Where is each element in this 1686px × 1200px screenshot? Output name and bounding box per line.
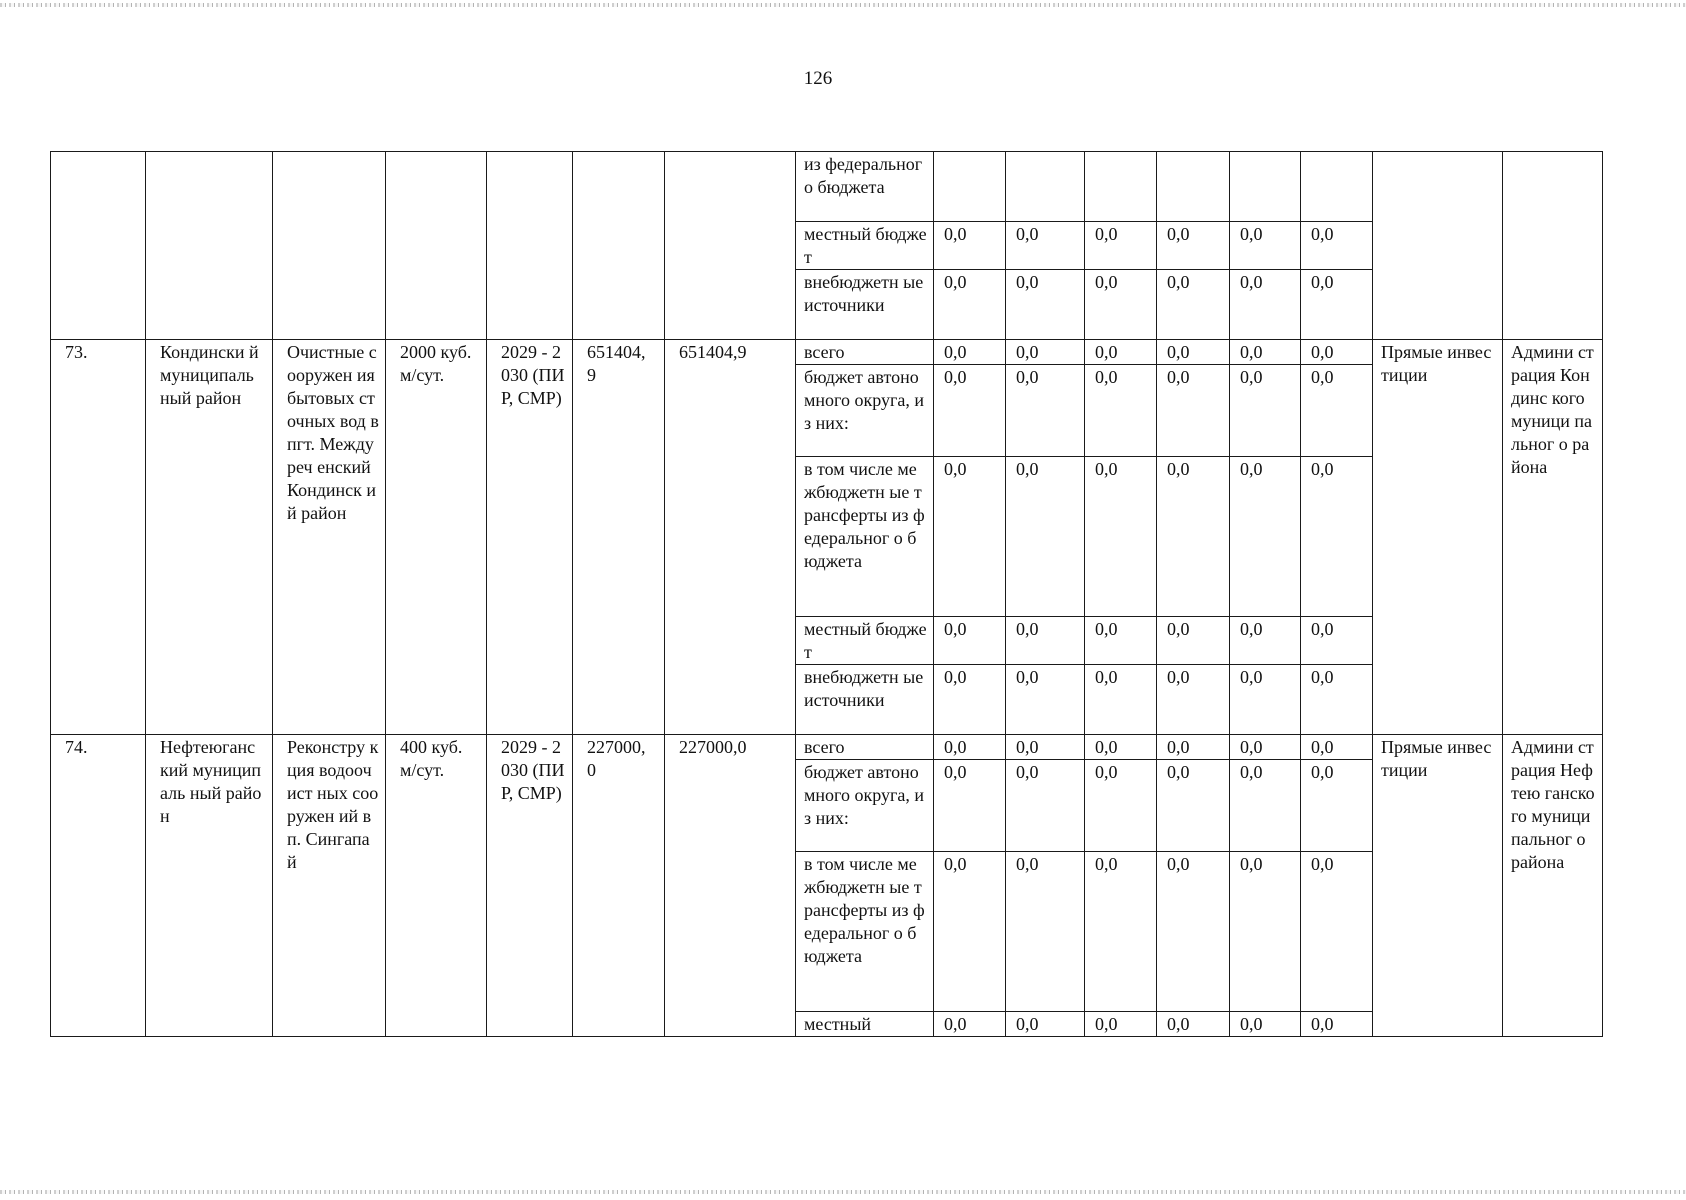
scan-edge-top [0,3,1686,7]
amount-cell: 0,0 [1006,270,1085,340]
amount-cell: 0,0 [934,735,1006,760]
amount-cell: 0,0 [1230,735,1301,760]
amount-cell: 0,0 [1230,760,1301,852]
funding-source-cell: местный [796,1012,934,1037]
amount-cell: 0,0 [1230,617,1301,665]
amount-cell: 0,0 [1006,735,1085,760]
responsible-body-cell: Админи страция Кондинс кого муници пальног о района [1503,340,1603,735]
amount-cell: 0,0 [1230,1012,1301,1037]
capacity-cell: 400 куб. м/сут. [386,735,487,1037]
amount-cell: 0,0 [1085,340,1157,365]
funding-source-cell: из федеральног о бюджета [796,152,934,222]
amount-cell: 0,0 [1301,617,1373,665]
amount-cell: 0,0 [1301,852,1373,1012]
amount-cell: 0,0 [1006,222,1085,270]
amount-cell: 0,0 [934,1012,1006,1037]
amount-cell: 0,0 [1006,1012,1085,1037]
amount-cell: 0,0 [1230,340,1301,365]
capacity-cell: 2000 куб. м/сут. [386,340,487,735]
amount-cell: 0,0 [1230,457,1301,617]
object-name-cell: Очистные сооружен ия бытовых сточных вод в пгт. Междуреч енский Кондинск ий район [273,340,386,735]
continuation-empty-cell [573,152,665,340]
amount-cell: 0,0 [1085,222,1157,270]
record-number: 74. [51,735,146,1037]
amount-cell: 0,0 [1006,665,1085,735]
table-body [51,152,1603,1037]
amount-cell: 0,0 [1230,365,1301,457]
responsible-body-cell: Админи страция Нефтею ганского муници пальног о района [1503,735,1603,1037]
cost-total-cell: 651404,9 [665,340,796,735]
amount-cell: 0,0 [1006,760,1085,852]
funding-source-cell: в том числе межбюджетн ые трансферты из федеральног о бюджета [796,852,934,1012]
table-row [51,340,1603,365]
amount-cell [934,152,1006,222]
continuation-empty-cell [1503,152,1603,340]
amount-cell: 0,0 [1085,457,1157,617]
period-cell: 2029 - 2030 (ПИР, СМР) [487,340,573,735]
amount-cell: 0,0 [1157,340,1230,365]
continuation-empty-cell [273,152,386,340]
amount-cell: 0,0 [1006,365,1085,457]
amount-cell: 0,0 [1157,852,1230,1012]
amount-cell: 0,0 [1157,760,1230,852]
amount-cell: 0,0 [1301,735,1373,760]
table-row [51,152,1603,222]
funding-source-cell: внебюджетн ые источники [796,270,934,340]
amount-cell: 0,0 [1157,665,1230,735]
object-name-cell: Реконстру кция водоочист ных сооружен ий в п. Сингапай [273,735,386,1037]
amount-cell: 0,0 [1157,457,1230,617]
funding-source-cell: бюджет автономного округа, из них: [796,760,934,852]
amount-cell: 0,0 [934,222,1006,270]
municipality-cell: Кондински й муниципаль ный район [146,340,273,735]
amount-cell: 0,0 [1006,457,1085,617]
record-number: 73. [51,340,146,735]
amount-cell [1085,152,1157,222]
amount-cell: 0,0 [1230,222,1301,270]
continuation-empty-cell [146,152,273,340]
investment-mechanism-cell: Прямые инвестиции [1373,735,1503,1037]
amount-cell: 0,0 [1085,270,1157,340]
amount-cell: 0,0 [1085,735,1157,760]
amount-cell: 0,0 [1157,270,1230,340]
amount-cell: 0,0 [1085,365,1157,457]
amount-cell: 0,0 [1301,222,1373,270]
funding-source-cell: местный бюджет [796,222,934,270]
amount-cell: 0,0 [934,365,1006,457]
amount-cell [1301,152,1373,222]
amount-cell [1157,152,1230,222]
amount-cell: 0,0 [1230,665,1301,735]
amount-cell: 0,0 [1157,365,1230,457]
funding-source-cell: всего [796,340,934,365]
period-cell: 2029 - 2030 (ПИР, СМР) [487,735,573,1037]
amount-cell: 0,0 [1085,852,1157,1012]
page-number: 126 [803,68,833,89]
amount-cell: 0,0 [1301,457,1373,617]
amount-cell: 0,0 [1301,665,1373,735]
amount-cell: 0,0 [934,457,1006,617]
amount-cell [1006,152,1085,222]
investment-mechanism-cell: Прямые инвестиции [1373,340,1503,735]
amount-cell: 0,0 [1157,617,1230,665]
municipality-cell: Нефтеюганс кий муниципаль ный район [146,735,273,1037]
continuation-empty-cell [665,152,796,340]
amount-cell: 0,0 [1157,222,1230,270]
amount-cell: 0,0 [1085,617,1157,665]
amount-cell: 0,0 [1230,270,1301,340]
amount-cell: 0,0 [1301,270,1373,340]
amount-cell: 0,0 [1301,340,1373,365]
amount-cell: 0,0 [934,665,1006,735]
funding-source-cell: в том числе межбюджетн ые трансферты из федеральног о бюджета [796,457,934,617]
cost-total-cell: 227000,0 [665,735,796,1037]
amount-cell: 0,0 [1230,852,1301,1012]
amount-cell: 0,0 [1301,1012,1373,1037]
amount-cell: 0,0 [1157,1012,1230,1037]
amount-cell [1230,152,1301,222]
continuation-empty-cell [1373,152,1503,340]
cost-estimate-cell: 651404, 9 [573,340,665,735]
continuation-empty-cell [386,152,487,340]
amount-cell: 0,0 [1006,617,1085,665]
funding-source-cell: бюджет автономного округа, из них: [796,365,934,457]
scan-edge-bottom [0,1190,1686,1194]
table-row [51,735,1603,760]
funding-source-cell: всего [796,735,934,760]
continuation-empty-cell [487,152,573,340]
funding-source-cell: местный бюджет [796,617,934,665]
funding-source-cell: внебюджетн ые источники [796,665,934,735]
amount-cell: 0,0 [1006,340,1085,365]
continuation-empty-cell [51,152,146,340]
amount-cell: 0,0 [1157,735,1230,760]
amount-cell: 0,0 [934,852,1006,1012]
amount-cell: 0,0 [1301,760,1373,852]
amount-cell: 0,0 [934,617,1006,665]
amount-cell: 0,0 [1085,760,1157,852]
amount-cell: 0,0 [934,340,1006,365]
amount-cell: 0,0 [1085,1012,1157,1037]
amount-cell: 0,0 [934,270,1006,340]
amount-cell: 0,0 [934,760,1006,852]
cost-estimate-cell: 227000, 0 [573,735,665,1037]
amount-cell: 0,0 [1301,365,1373,457]
investment-table [50,151,1603,1037]
amount-cell: 0,0 [1085,665,1157,735]
amount-cell: 0,0 [1006,852,1085,1012]
